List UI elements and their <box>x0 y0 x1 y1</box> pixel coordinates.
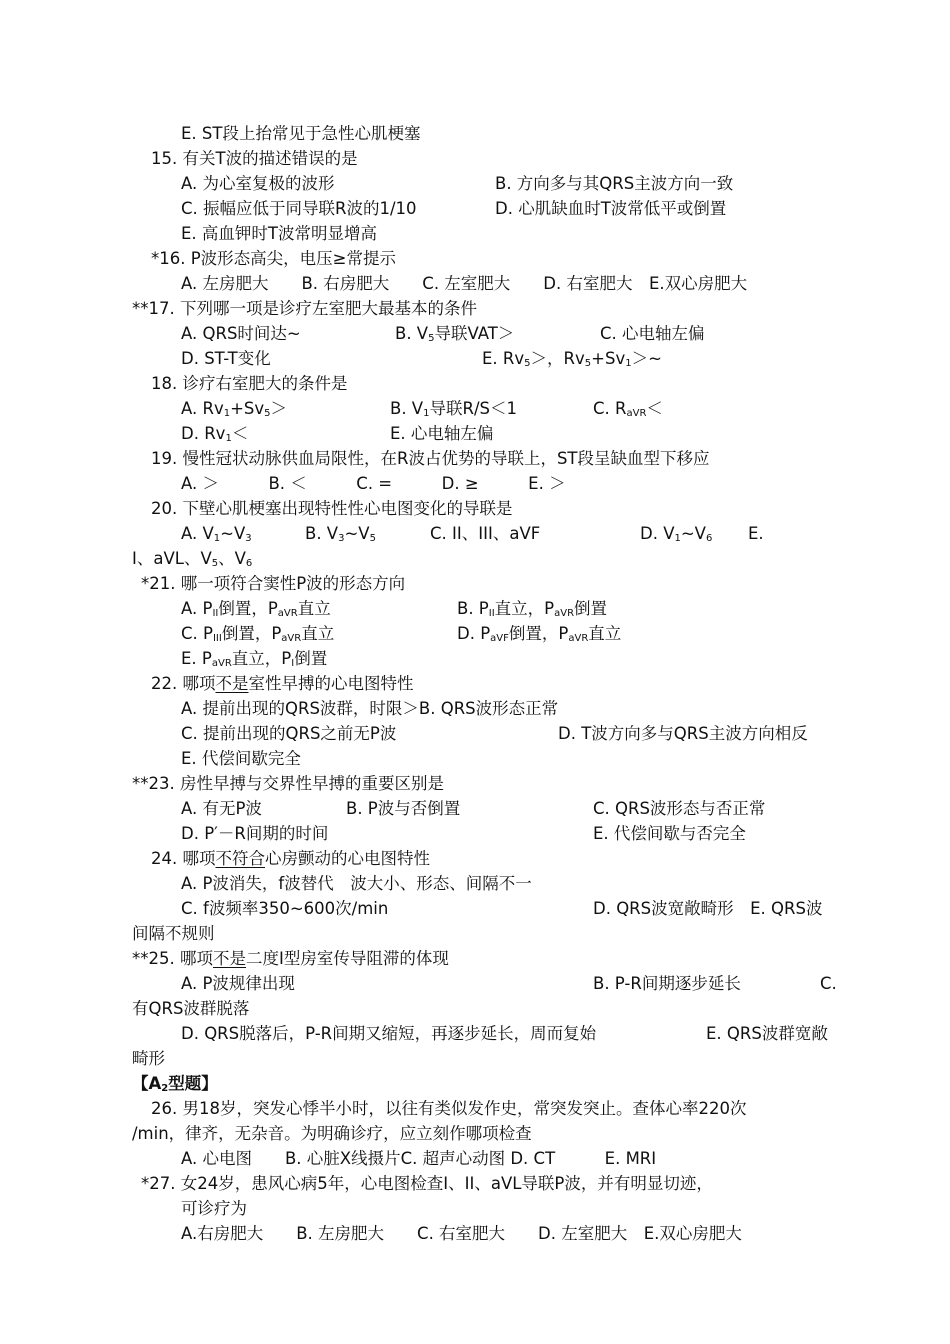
text: B. 方向多与其QRS主波方向一致 <box>495 174 734 193</box>
text: /min，律齐，无杂音。为明确诊疗，应立刻作哪项检查 <box>132 1124 532 1143</box>
text: D. T波方向多与QRS主波方向相反 <box>558 724 808 743</box>
subscript: aVR <box>626 408 647 419</box>
q20-stem <box>151 497 513 521</box>
text: B. P-R间期逐步延长 <box>593 974 741 993</box>
subscript: aVR <box>211 658 232 669</box>
q18-option-a <box>181 397 287 421</box>
text: 直立 <box>297 599 331 618</box>
text: A. 为心室复极的波形 <box>181 174 335 193</box>
text: ＞ <box>270 399 288 418</box>
text: **17. 下列哪一项是诊疗左室肥大最基本的条件 <box>132 299 477 318</box>
subscript: 5 <box>211 558 219 569</box>
subscript: 5 <box>584 358 592 369</box>
q20-option-a <box>181 522 252 546</box>
q17-option-c <box>600 322 705 346</box>
underlined-text: 不是 <box>215 674 249 693</box>
q24-option-c <box>181 897 388 921</box>
text: A. P波规律出现 <box>181 974 295 993</box>
q21-option-c <box>181 622 334 646</box>
text: A. 提前出现的QRS波群，时限＞B. QRS波形态正常 <box>181 699 559 718</box>
text: ＞~ <box>631 349 662 368</box>
text: A. P波消失，f波替代 波大小、形态、间隔不一 <box>181 874 532 893</box>
text: 19. 慢性冠状动脉供血局限性，在R波占优势的导联上，ST段呈缺血型下移应 <box>151 449 710 468</box>
subscript: aVR <box>281 633 302 644</box>
subscript: 1 <box>625 358 632 369</box>
subscript: 5 <box>524 358 531 369</box>
text: C. II、III、aVF <box>430 524 541 543</box>
text: E. 心电轴左偏 <box>390 424 494 443</box>
text: C. 心电轴左偏 <box>600 324 705 343</box>
q25-option-d <box>181 1022 596 1046</box>
text: A.右房肥大 B. 左房肥大 C. 右室肥大 D. 左室肥大 E.双心房肥大 <box>181 1224 742 1243</box>
q15-option-d <box>495 197 726 221</box>
subscript: II <box>488 608 495 619</box>
subscript: 1 <box>225 433 232 444</box>
subscript: 3 <box>245 533 252 544</box>
q20-option-c <box>430 522 540 546</box>
q25-option-e <box>706 1022 828 1046</box>
subscript: 1 <box>674 533 681 544</box>
text: 20. 下壁心肌梗塞出现特性性心电图变化的导联是 <box>151 499 513 518</box>
q24-stem <box>151 847 430 871</box>
text: 可诊疗为 <box>181 1199 247 1218</box>
text: 22. 哪项 <box>151 674 216 693</box>
q25-option-a <box>181 972 295 996</box>
text: B. P <box>457 599 489 618</box>
subscript: 5 <box>428 333 435 344</box>
subscript: 6 <box>705 533 713 544</box>
q24-option-ab <box>181 872 532 896</box>
q23-option-e <box>593 822 746 846</box>
text: ＞，Rv <box>530 349 585 368</box>
text: D. V <box>640 524 675 543</box>
text: ＜ <box>646 399 663 418</box>
q23-option-c <box>593 797 765 821</box>
text: A. P <box>181 599 213 618</box>
text: 15. 有关T波的描述错误的是 <box>151 149 358 168</box>
q23-stem <box>132 772 444 796</box>
text: 导联R/S＜1 <box>429 399 517 418</box>
text: 直立 <box>301 624 335 643</box>
q19-options <box>181 472 566 496</box>
q27-options <box>181 1222 742 1246</box>
q21-option-b <box>457 597 607 621</box>
text: ＜ <box>231 424 249 443</box>
q25-option-b <box>593 972 741 996</box>
q18-stem <box>151 372 348 396</box>
text: E. <box>748 524 764 543</box>
text: 倒置 <box>294 649 328 668</box>
text: E. 代偿间歇与否完全 <box>593 824 746 843</box>
text: 倒置 <box>574 599 608 618</box>
text: 26. 男18岁，突发心悸半小时，以往有类似发作史，常突发突止。查体心率220次 <box>151 1099 747 1118</box>
subscript: aVR <box>277 608 298 619</box>
text: B. V <box>305 524 339 543</box>
text: C. 振幅应低于同导联R波的1/10 <box>181 199 417 218</box>
q20-option-d <box>640 522 712 546</box>
q18-option-d <box>181 422 248 446</box>
text: 直立，P <box>231 649 292 668</box>
subscript: aVF <box>490 633 509 644</box>
text: E. 高血钾时T波常明显增高 <box>181 224 377 243</box>
text: 二度I型房室传导阻滞的体现 <box>246 949 449 968</box>
text: 畸形 <box>132 1049 165 1068</box>
text: 倒置，P <box>218 599 278 618</box>
text: E. P <box>181 649 212 668</box>
q26-stem <box>151 1097 746 1121</box>
text: A. V <box>181 524 214 543</box>
text: A. 左房肥大 B. 右房肥大 C. 左室肥大 D. 右室肥大 E.双心房肥大 <box>181 274 748 293</box>
q22-stem <box>151 672 414 696</box>
text: D. Rv <box>181 424 226 443</box>
q17-option-e <box>482 347 662 371</box>
text: 、V <box>218 549 246 568</box>
q25-stem <box>132 947 449 971</box>
q22-option-c <box>181 722 396 746</box>
q15-option-c <box>181 197 417 221</box>
q22-option-d <box>558 722 808 746</box>
text: D. P′－R间期的时间 <box>181 824 329 843</box>
q15-option-a <box>181 172 335 196</box>
text: D. ST-T变化 <box>181 349 271 368</box>
text: 有QRS波群脱落 <box>132 999 250 1018</box>
q25-option-c-label <box>820 972 837 996</box>
text: 型题】 <box>168 1074 218 1093</box>
q20-option-e-label <box>748 522 764 546</box>
q21-option-a <box>181 597 331 621</box>
section-heading <box>132 1072 218 1096</box>
q20-option-b <box>305 522 376 546</box>
q17-stem <box>132 297 477 321</box>
text: 直立 <box>588 624 622 643</box>
text: A. ＞ B. ＜ C. = D. ≥ E. ＞ <box>181 474 566 493</box>
subscript: 5 <box>264 408 271 419</box>
q16-options <box>181 272 747 296</box>
q22-option-e <box>181 747 301 771</box>
q17-option-a <box>181 322 301 346</box>
text: 间隔不规则 <box>132 924 215 943</box>
subscript: 2 <box>161 1083 169 1094</box>
text: C. P <box>181 624 213 643</box>
q27-stem-cont <box>181 1197 247 1221</box>
text: D. 心肌缺血时T波常低平或倒置 <box>495 199 727 218</box>
subscript: aVR <box>554 608 575 619</box>
q21-stem <box>141 572 405 596</box>
q18-option-c <box>593 397 663 421</box>
q27-stem <box>141 1172 713 1196</box>
underlined-text: 不是 <box>213 949 246 968</box>
q25-option-c-cont <box>132 997 249 1021</box>
q24-option-de <box>593 897 822 921</box>
q22-option-ab <box>181 697 558 721</box>
text: E. 代偿间歇完全 <box>181 749 301 768</box>
text: 倒置，P <box>221 624 282 643</box>
text: +Sv <box>230 399 265 418</box>
q18-option-b <box>390 397 517 421</box>
text: 【A <box>132 1074 162 1093</box>
text: B. P波与否倒置 <box>346 799 461 818</box>
text: A. 有无P波 <box>181 799 262 818</box>
subscript: 6 <box>245 558 253 569</box>
text: C. QRS波形态与否正常 <box>593 799 766 818</box>
text: 直立，P <box>494 599 555 618</box>
q14-option-e <box>181 122 420 146</box>
text: *21. 哪一项符合窦性P波的形态方向 <box>141 574 406 593</box>
text: C. f波频率350~600次/min <box>181 899 389 918</box>
q15-option-e <box>181 222 377 246</box>
subscript: 1 <box>423 408 430 419</box>
subscript: I <box>291 658 295 669</box>
q25-option-e-cont <box>132 1047 165 1071</box>
text: A. 心电图 B. 心脏X线摄片C. 超声心动图 D. CT E. MRI <box>181 1149 657 1168</box>
subscript: 1 <box>213 533 221 544</box>
q15-stem <box>151 147 358 171</box>
q15-option-b <box>495 172 733 196</box>
text: B. V <box>390 399 424 418</box>
text: E. Rv <box>482 349 525 368</box>
q17-option-b <box>395 322 514 346</box>
text: 18. 诊疗右室肥大的条件是 <box>151 374 348 393</box>
text: C. <box>820 974 837 993</box>
text: E. QRS波群宽敞 <box>706 1024 828 1043</box>
subscript: II <box>212 608 219 619</box>
q23-option-b <box>346 797 460 821</box>
q18-option-e <box>390 422 493 446</box>
text: D. QRS波宽敞畸形 E. QRS波 <box>593 899 823 918</box>
q21-option-e <box>181 647 327 671</box>
subscript: aVR <box>568 633 589 644</box>
subscript: 3 <box>338 533 345 544</box>
text: *27. 女24岁，患风心病5年，心电图检查I、II、aVL导联P波，并有明显切迹， <box>141 1174 713 1193</box>
text: **23. 房性早搏与交界性早搏的重要区别是 <box>132 774 444 793</box>
text: ~V <box>220 524 246 543</box>
q24-option-e-cont <box>132 922 215 946</box>
text: 心房颤动的心电图特性 <box>265 849 430 868</box>
text: C. 提前出现的QRS之前无P波 <box>181 724 397 743</box>
underlined-text: 不符合 <box>215 849 265 868</box>
q20-option-e-cont <box>132 547 252 571</box>
text: +Sv <box>591 349 626 368</box>
q26-stem-cont <box>132 1122 532 1146</box>
text: B. V <box>395 324 429 343</box>
q23-option-d <box>181 822 328 846</box>
text: ~V <box>344 524 370 543</box>
text: 室性早搏的心电图特性 <box>248 674 414 693</box>
text: ~V <box>680 524 706 543</box>
text: A. QRS时间达~ <box>181 324 301 343</box>
text: E. ST段上抬常见于急性心肌梗塞 <box>181 124 421 143</box>
text: 倒置，P <box>508 624 569 643</box>
text: C. R <box>593 399 627 418</box>
q17-option-d <box>181 347 271 371</box>
text: I、aVL、V <box>132 549 212 568</box>
text: 导联VAT＞ <box>434 324 515 343</box>
subscript: 5 <box>369 533 376 544</box>
text: A. Rv <box>181 399 224 418</box>
q26-options <box>181 1147 656 1171</box>
subscript: III <box>212 633 222 644</box>
text: D. P <box>457 624 491 643</box>
text: 24. 哪项 <box>151 849 216 868</box>
text: **25. 哪项 <box>132 949 213 968</box>
text: *16. P波形态高尖，电压≥常提示 <box>151 249 397 268</box>
text: D. QRS脱落后，P-R间期又缩短，再逐步延长，周而复始 <box>181 1024 597 1043</box>
subscript: 1 <box>223 408 231 419</box>
q21-option-d <box>457 622 621 646</box>
q19-stem <box>151 447 710 471</box>
q23-option-a <box>181 797 262 821</box>
q16-stem <box>151 247 396 271</box>
